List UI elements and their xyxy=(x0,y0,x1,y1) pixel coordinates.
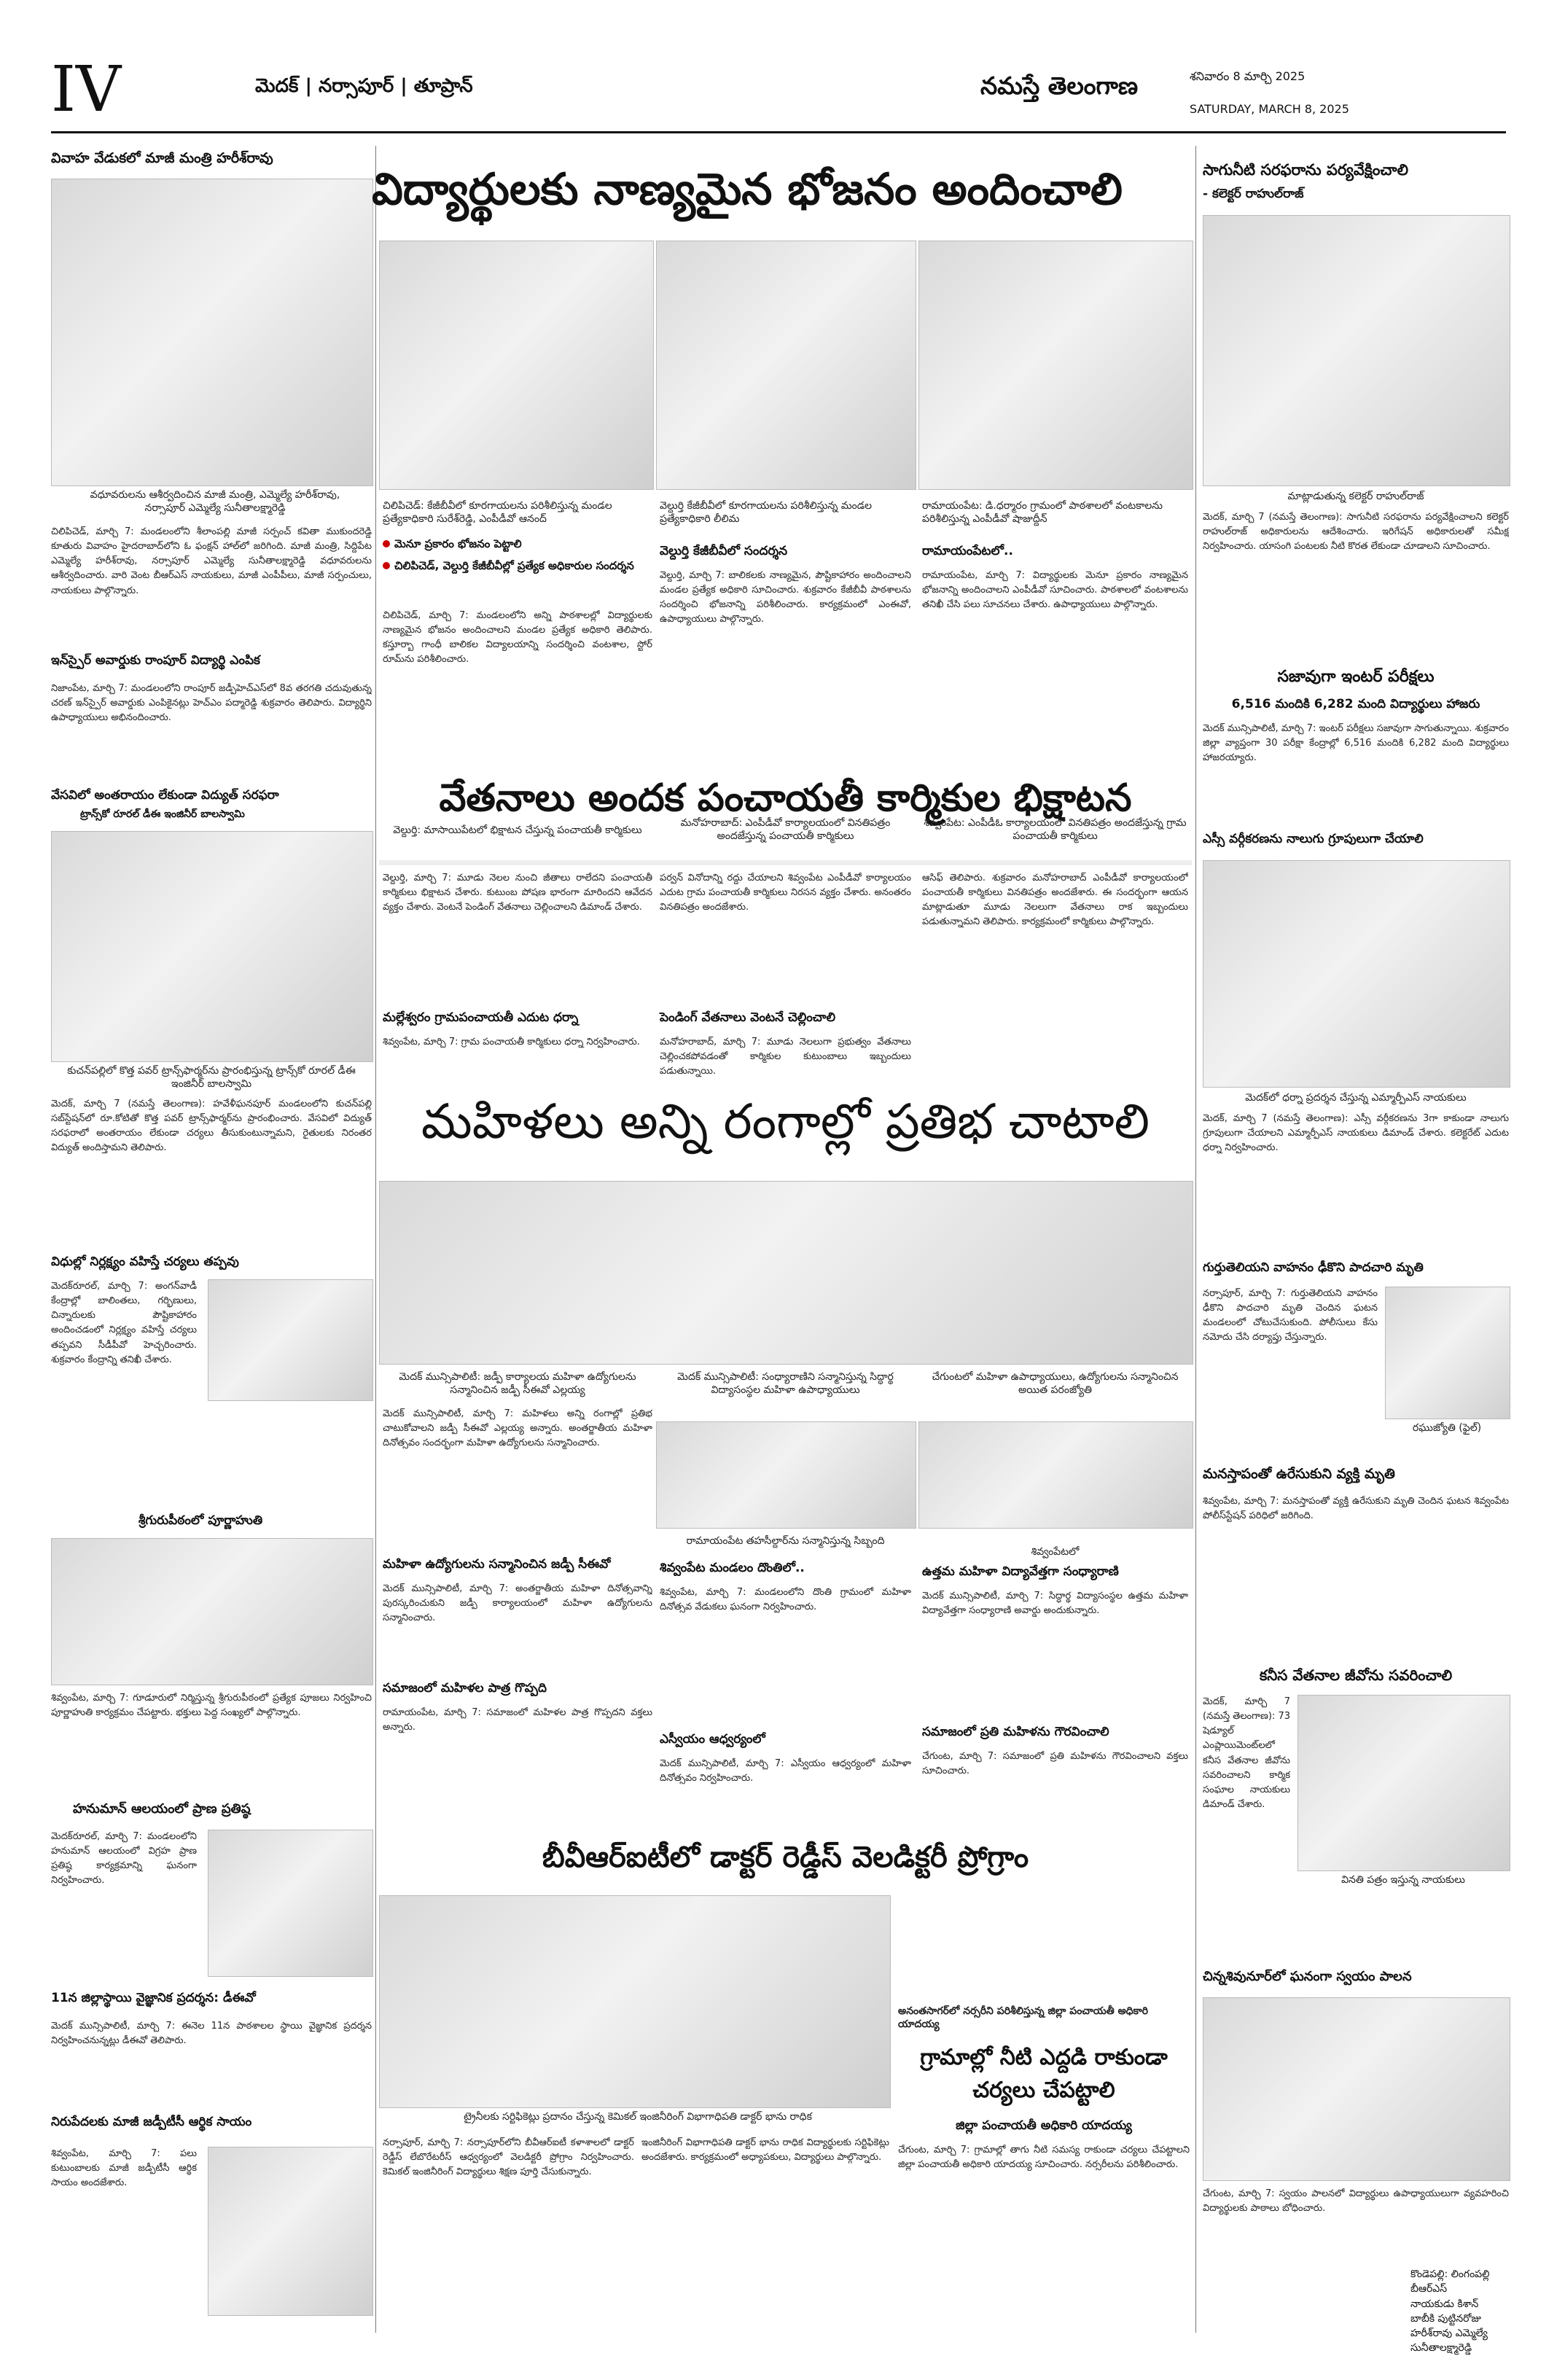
left-caption-2: కుచన్‌పల్లిలో కొత్త పవర్ ట్రాన్స్‌ఫార్మర్‌ను ప్రారంభిస్తున్న ట్రాన్స్‌కో రూరల్ డీఈ ఇంజినీర్ బాలస్వామి xyxy=(67,1065,356,1090)
headline-1: విద్యార్థులకు నాణ్యమైన భోజనం అందించాలి xyxy=(372,164,1123,215)
right-body-3: మెదక్, మార్చి 7 (నమస్తే తెలంగాణ): ఎస్సీ వర్గీకరణను 3గా కాకుండా నాలుగు గ్రూపులుగా చేయాలని ఎమ్మార్పీఎస్ నాయకులు డిమాండ్ చేశారు. కలెక్టరేట్ ఎదుట ధర్నా నిర్వహించారు. xyxy=(1203,1113,1509,1154)
right-headline-7: చిన్నశివునూర్‌లో ఘనంగా స్వయం పాలన xyxy=(1203,1969,1412,1984)
mrps-photo xyxy=(1203,860,1510,1088)
right-caption-2: మెదక్‌లో ధర్నా ప్రదర్శన చేస్తున్న ఎమ్మార్పీఎస్ నాయకులు xyxy=(1245,1092,1467,1104)
center-c-head-2: శివ్వంపేట మండలం దొంతిలో.. xyxy=(660,1561,805,1575)
right-headline-1: సాగునీటి సరఫరాను పర్యవేక్షించాలి xyxy=(1203,161,1408,179)
right-headline-3: ఎస్సీ వర్గీకరణను నాలుగు గ్రూపులుగా చేయాలి xyxy=(1203,832,1424,846)
center-b-cap-3: శివ్వంపేట: ఎంపీడీఓ కార్యాలయంలో వినతిపత్రం అందజేస్తున్న గ్రామ పంచాయతీ కార్మికులు xyxy=(924,817,1187,843)
bullet-2-text: చిలిపిచెడ్, వెల్దుర్తి కేజీబీవీల్లో ప్రత్యేక అధికారుల సందర్శన xyxy=(394,559,634,572)
center-b-cap-2: మనోహరాబాద్: ఎంపీడీవో కార్యాలయంలో వినతిపత్రం అందజేస్తున్న పంచాయతీ కార్మికులు xyxy=(680,817,891,843)
center-b-band xyxy=(379,860,1192,865)
left-body-5: శివ్వంపేట, మార్చి 7: గూడూరులో నిర్మిస్తున్న శ్రీగురుపీఠంలో ప్రత్యేక పూజలు నిర్వహించి పూర్ణాహుతి కార్యక్రమం చేపట్టారు. భక్తులు పెద్ద సంఖ్యలో పాల్గొన్నారు. xyxy=(51,1693,372,1719)
right-headline-5: మనస్తాపంతో ఉరేసుకుని వ్యక్తి మృతి xyxy=(1203,1466,1395,1482)
right-subhead-1: - కలెక్టర్ రాహుల్‌రాజ్ xyxy=(1203,187,1304,201)
left-body-3: మెదక్, మార్చి 7 (నమస్తే తెలంగాణ): హవేళీఘనపూర్ మండలంలోని కుచన్‌పల్లి సబ్‌స్టేషన్‌లో రూ.కోటితో కొత్త పవర్ ట్రాన్స్‌ఫార్మర్‌ను ప్రారంభించారు. వేసవిలో విద్యుత్ సరఫరాలో అంతరాయం లేకుండా చర్యలు తీసుకుంటున్నామని, రైతులకు నిరంతర విద్యుత్ అందిస్తామని తెలిపారు. xyxy=(51,1099,372,1154)
center-c-body-1: మెదక్ మున్సిపాలిటీ, మార్చి 7: మహిళలు అన్ని రంగాల్లో ప్రతిభ చాటుకోవాలని జడ్పీ సీఈవో ఎల్లయ్య అన్నారు. అంతర్జాతీయ మహిళా దినోత్సవం సందర్భంగా మహిళా ఉద్యోగులను సన్మానించారు. xyxy=(383,1408,652,1449)
column-rule-left xyxy=(375,146,376,2333)
left-headline-d: శ్రీగురుపీఠంలో పూర్ణాహుతి xyxy=(138,1513,263,1528)
center-b-cap-1: వెల్దుర్తి: మాసాయిపేటలో భిక్షాటన చేస్తున్న పంచాయతీ కార్మికులు xyxy=(393,824,642,836)
kgbv-photo-3 xyxy=(918,241,1193,490)
center-b-body-2b: మనోహరాబాద్, మార్చి 7: మూడు నెలలుగా ప్రభుత్వం వేతనాలు చెల్లించకపోవడంతో కార్మికుల కుటుంబాలు ఇబ్బందులు పడుతున్నాయి. xyxy=(660,1037,911,1077)
right-headline-2: సజావుగా ఇంటర్ పరీక్షలు xyxy=(1277,668,1435,686)
center-d-subhead: జిల్లా పంచాయతీ అధికారి యాదయ్య xyxy=(956,2118,1132,2133)
left-top-headline: వివాహ వేడుకలో మాజీ మంత్రి హరీశ్‌రావు xyxy=(51,150,273,166)
credit-line: నాయకుడు కిశాన్ xyxy=(1410,2298,1479,2310)
center-c-head-3: ఉత్తమ మహిళా విద్యావేత్తగా సంధ్యారాణి xyxy=(922,1564,1119,1579)
right-caption-4: వినతి పత్రం ఇస్తున్న నాయకులు xyxy=(1341,1874,1465,1886)
center-d-kicker: అనంతసాగర్‌లో నర్సరీని పరిశీలిస్తున్న జిల్లా పంచాయతీ అధికారి యాదయ్య xyxy=(898,2005,1149,2031)
date-telugu: శనివారం 8 మార్చి 2025 xyxy=(1190,69,1306,83)
birthday-credits xyxy=(1410,2267,1509,2356)
left-body-6: మెదక్‌రూరల్, మార్చి 7: మండలంలోని హనుమాన్ ఆలయంలో విగ్రహ ప్రాణ ప్రతిష్ఠ కార్యక్రమాన్ని ఘనంగా నిర్వహించారు. xyxy=(51,1831,197,1887)
left-body-1: చిలిపిచెడ్, మార్చి 7: మండలంలోని శీలాంపల్లి మాజీ సర్పంచ్ కవితా ముకుందరెడ్డి కూతురు వివాహం హైదరాబాద్‌లోని ఓ ఫంక్షన్ హాల్‌లో జరిగింది. మాజీ మంత్రి, సిద్దిపేట ఎమ్మెల్యే హరీశ్‌రావు, నర్సాపూర్ ఎమ్మెల్యే సునీతాలక్ష్మారెడ్డి వధూవరులను ఆశీర్వదించారు. వారి వెంట బీఆర్ఎస్ నాయకులు, మాజీ ఎంపీపీలు, మాజీ సర్పంచులు, నాయకులు పాల్గొన్నారు. xyxy=(51,526,372,596)
center-c-cap-3b: శివ్వంపేటలో xyxy=(1031,1546,1080,1558)
center-a-cap-3: రామాయంపేట: డి.ధర్మారం గ్రామంలో పాఠశాలలో వంటకాలను పరిశీలిస్తున్న ఎంపీడీవో షాజుద్దీన్ xyxy=(922,500,1163,526)
bullet-1 xyxy=(383,536,652,553)
left-body-4: మెదక్‌రూరల్, మార్చి 7: అంగన్‌వాడీ కేంద్రాల్లో బాలింతలు, గర్భిణులు, చిన్నారులకు పౌష్టికాహారం అందించడంలో నిర్లక్ష్యం వహిస్తే చర్యలు తప్పవని సీడీపీవో హెచ్చరించారు. శుక్రవారం కేంద్రాన్ని తనిఖీ చేశారు. xyxy=(51,1281,197,1365)
edition-label: మెదక్ | నర్సాపూర్ | తూప్రాన్ xyxy=(255,75,473,97)
center-c-body-1b: మెదక్ మున్సిపాలిటీ, మార్చి 7: అంతర్జాతీయ మహిళా దినోత్సవాన్ని పురస్కరించుకుని జడ్పీ కార్యాలయంలో మహిళా ఉద్యోగులను సన్మానించారు. xyxy=(383,1583,652,1624)
left-headline-b: వేసవిలో అంతరాయం లేకుండా విద్యుత్ సరఫరా xyxy=(51,788,279,803)
transformer-photo xyxy=(51,831,373,1062)
headline-2: వేతనాలు అందక పంచాయతీ కార్మికుల భిక్షాటన xyxy=(439,776,1132,820)
left-caption-1: వధూవరులను ఆశీర్వదించిన మాజీ మంత్రి, ఎమ్మెల్యే హరీశ్‌రావు, నర్సాపూర్ ఎమ్మెల్యే సునీతాలక్ష్మారెడ్డి xyxy=(90,489,340,515)
center-c-head-1: మహిళా ఉద్యోగులను సన్మానించిన జడ్పీ సీఈవో xyxy=(383,1557,611,1572)
bullet-2 xyxy=(383,558,652,574)
center-d-lead-cap: ట్రైనీలకు సర్టిఫికెట్లు ప్రదానం చేస్తున్న కెమికల్ ఇంజినీరింగ్ విభాగాధిపతి డాక్టర్ భాను రాధిక xyxy=(464,2111,812,2123)
center-d-body-3: చేగుంట, మార్చి 7: గ్రామాల్లో తాగు నీటి సమస్య రాకుండా చర్యలు చేపట్టాలని జిల్లా పంచాయతీ అధికారి యాదయ్య సూచించారు. నర్సరీలను పరిశీలించారు. xyxy=(898,2145,1190,2171)
center-b-body-2: పర్వన్ వినోదాన్ని రద్దు చేయాలని శివ్వంపేట ఎంపీడీవో కార్యాలయం ఎదుట గ్రామ పంచాయతీ కార్మికులు నిరసన వ్యక్తం చేశారు. అనంతరం వినతిపత్రం అందజేశారు. xyxy=(660,873,911,913)
bullet-dot-icon xyxy=(383,540,390,547)
center-d-body-1: నర్సాపూర్, మార్చి 7: నర్సాపూర్‌లోని బీవీఆర్ఐటీ కళాశాలలో డాక్టర్ రెడ్డీస్ లేబొరేటరీస్ ఆధ్వర్యంలో వెలడిక్టరీ ప్రోగ్రాం నిర్వహించారు. కెమికల్ ఇంజినీరింగ్ విద్యార్థులు శిక్షణ పూర్తి చేసుకున్నారు. xyxy=(383,2137,634,2178)
left-body-7: మెదక్ మున్సిపాలిటీ, మార్చి 7: ఈనెల 11న పాఠశాలల స్థాయి వైజ్ఞానిక ప్రదర్శన నిర్వహించనున్నట్లు డీఈవో తెలిపారు. xyxy=(51,2021,372,2047)
center-b-head-1: మల్లేశ్వరం గ్రామపంచాయతీ ఎదుట ధర్నా xyxy=(383,1010,579,1025)
date-english: SATURDAY, MARCH 8, 2025 xyxy=(1190,102,1349,116)
center-a-cap-1: చిలిపిచెడ్: కేజీబీవీలో కూరగాయలను పరిశీలిస్తున్న మండల ప్రత్యేకాధికారి సురేశ్‌రెడ్డి, ఎంపీడీవో ఆనంద్ xyxy=(383,500,612,526)
right-body-1: మెదక్, మార్చి 7 (నమస్తే తెలంగాణ): సాగునీటి సరఫరాను పర్యవేక్షించాలని కలెక్టర్ రాహుల్‌రాజ్ అధికారులను ఆదేశించారు. ఇరిగేషన్ అధికారులతో సమీక్ష నిర్వహించారు. యాసంగి పంటలకు నీటి కొరత లేకుండా చూడాలని సూచించారు. xyxy=(1203,512,1509,553)
left-headline-a: ఇన్‌స్పైర్ అవార్డుకు రాంపూర్ విద్యార్థి ఎంపిక xyxy=(51,653,260,668)
temple-photo xyxy=(208,1830,373,1977)
right-caption-3: రఘుజ్యోతి (ఫైల్) xyxy=(1412,1422,1482,1434)
credit-line: బాబీకి పుట్టినరోజు xyxy=(1410,2312,1481,2325)
credit-line: కొండెపల్లి: లింగంపల్లి xyxy=(1410,2268,1490,2280)
gurupeetham-photo xyxy=(51,1538,373,1685)
kgbv-photo-1 xyxy=(379,241,654,490)
right-caption-1: మాట్లాడుతున్న కలెక్టర్ రాహుల్‌రాజ్ xyxy=(1287,491,1424,502)
left-headline-g: నిరుపేదలకు మాజీ జడ్పీటీసీ ఆర్థిక సాయం xyxy=(51,2115,252,2129)
headline-3: మహిళలు అన్ని రంగాల్లో ప్రతిభ చాటాలి xyxy=(421,1093,1150,1150)
center-c-head-1b: సమాజంలో మహిళల పాత్ర గొప్పది xyxy=(383,1681,547,1696)
center-d-headline: గ్రామాల్లో నీటి ఎద్దడి రాకుండా చర్యలు చేపట్టాలి xyxy=(920,2045,1168,2103)
school-photo xyxy=(1203,1997,1510,2181)
credit-line: బీఆర్ఎస్ xyxy=(1410,2283,1448,2295)
center-b-body-1b: శివ్వంపేట, మార్చి 7: గ్రామ పంచాయతీ కార్మికులు ధర్నా నిర్వహించారు. xyxy=(383,1037,640,1047)
anganwadi-photo xyxy=(208,1279,373,1401)
left-body-2: నిజాంపేట, మార్చి 7: మండలంలోని రాంపూర్ జడ్పీహెచ్‌ఎస్‌లో 8వ తరగతి చదువుతున్న చరణ్ ఇన్‌స్పైర్ అవార్డుకు ఎంపికైనట్లు హెచ్‌ఎం పద్మారెడ్డి శుక్రవారం తెలిపారు. విద్యార్థిని ఉపాధ్యాయులు అభినందించారు. xyxy=(51,683,372,724)
center-c-body-3: మెదక్ మున్సిపాలిటీ, మార్చి 7: సిద్ధార్థ విద్యాసంస్థల ఉత్తమ మహిళా విద్యావేత్తగా సంధ్యారాణి అవార్డు అందుకున్నారు. xyxy=(922,1591,1188,1617)
collector-photo xyxy=(1203,215,1510,486)
center-a-body-2: వెల్దుర్తి, మార్చి 7: బాలికలకు నాణ్యమైన, పౌష్టికాహారం అందించాలని మండల ప్రత్యేక అధికారి సూచించారు. శుక్రవారం కేజీబీవీ పాఠశాలను సందర్శించి భోజనాన్ని పరిశీలించారు. కార్యక్రమంలో ఎంఈవో, ఉపాధ్యాయులు పాల్గొన్నారు. xyxy=(660,570,911,625)
center-b-body-3: ఆసిఫ్ తెలిపారు. శుక్రవారం మనోహరాబాద్ ఎంపీడీవో కార్యాలయంలో పంచాయతీ కార్మికులు వినతిపత్రం అందజేశారు. ఈ సందర్భంగా ఆయన మాట్లాడుతూ మూడు నెలలుగా వేతనాలు రాక ఇబ్బందులు పడుతున్నామని తెలిపారు. కార్యక్రమంలో కార్మికులు పాల్గొన్నారు. xyxy=(922,873,1188,928)
bullet-dot-icon xyxy=(383,562,390,569)
right-body-5: శివ్వంపేట, మార్చి 7: మనస్తాపంతో వ్యక్తి ఉరేసుకుని మృతి చెందిన ఘటన శివ్వంపేట పోలీస్‌స్టేషన్ పరిధిలో జరిగింది. xyxy=(1203,1496,1509,1522)
header-rule xyxy=(51,131,1506,133)
center-b-head-2: పెండింగ్ వేతనాలు వెంటనే చెల్లించాలి xyxy=(660,1010,836,1025)
credit-line: హరీశ్‌రావు ఎమ్మెల్యే xyxy=(1410,2328,1488,2340)
left-headline-e: హనుమాన్ ఆలయంలో ప్రాణ ప్రతిష్ఠ xyxy=(73,1801,251,1817)
felicitation-photo-3 xyxy=(918,1421,1193,1529)
headline-4: బీవీఆర్ఐటీలో డాక్టర్ రెడ్డీస్ వెలడిక్టరీ ప్రోగ్రాం xyxy=(542,1841,1029,1874)
left-headline-f: 11న జిల్లాస్థాయి వైజ్ఞానిక ప్రదర్శన: డీఈవో xyxy=(51,1991,256,2005)
center-c-cap-2b: రామాయంపేట తహసీల్దార్‌ను సన్మానిస్తున్న సిబ్బంది xyxy=(686,1535,885,1547)
center-c-body-2: శివ్వంపేట, మార్చి 7: మండలంలోని దొంతి గ్రామంలో మహిళా దినోత్సవ వేడుకలు ఘనంగా నిర్వహించారు. xyxy=(660,1587,911,1613)
center-a-head-2: వెల్దుర్తి కేజీబీవీలో సందర్శన xyxy=(660,544,788,558)
center-c-head-3b: సమాజంలో ప్రతి మహిళను గౌరవించాలి xyxy=(922,1725,1109,1739)
womens-day-photo-row xyxy=(379,1181,1193,1365)
column-rule-right xyxy=(1195,146,1196,2333)
petition-photo xyxy=(1298,1695,1510,1871)
right-headline-4: గుర్తుతెలియని వాహనం ఢీకొని పాదచారి మృతి xyxy=(1203,1260,1424,1275)
wedding-photo xyxy=(51,179,373,486)
bvrit-photo xyxy=(379,1895,891,2108)
right-subhead-2: 6,516 మందికి 6,282 మంది విద్యార్థులు హాజరు xyxy=(1231,697,1480,711)
center-a-body-1: చిలిపిచెడ్, మార్చి 7: మండలంలోని అన్ని పాఠశాలల్లో విద్యార్థులకు నాణ్యమైన భోజనం అందించాలని మండల ప్రత్యేక అధికారి తెలిపారు. కస్తూర్బా గాంధీ బాలికల విద్యాలయాన్ని సందర్శించి వంటశాల, స్టోర్ రూమ్‌ను పరిశీలించారు. xyxy=(383,610,652,666)
center-a-body-3: రామాయంపేట, మార్చి 7: విద్యార్థులకు మెనూ ప్రకారం నాణ్యమైన భోజనాన్ని అందించాలని ఎంపీడీవో సూచించారు. పాఠశాలలో వంటశాలను తనిఖీ చేసి పలు సూచనలు చేశారు. ఉపాధ్యాయులు పాల్గొన్నారు. xyxy=(922,570,1188,611)
center-c-cap-2: మెదక్ మున్సిపాలిటీ: సంధ్యారాణిని సన్మానిస్తున్న సిద్ధార్థ విద్యాసంస్థల మహిళా ఉపాధ్యాయులు xyxy=(677,1371,894,1397)
center-c-head-2b: ఎస్వీయం ఆధ్వర్యంలో xyxy=(660,1732,765,1747)
credit-line: సునీతాలక్ష్మారెడ్డి xyxy=(1410,2342,1472,2354)
left-body-8: శివ్వంపేట, మార్చి 7: పలు కుటుంబాలకు మాజీ జడ్పీటీసీ ఆర్థిక సాయం అందజేశారు. xyxy=(51,2148,197,2189)
center-a-cap-2: వెల్దుర్తి కేజీబీవీలో కూరగాయలను పరిశీలిస్తున్న మండల ప్రత్యేకాధికారి లీలిమ xyxy=(660,500,873,526)
right-body-6: మెదక్, మార్చి 7 (నమస్తే తెలంగాణ): 73 షెడ్యూల్ ఎంప్లాయిమెంట్‌లలో కనీస వేతనాల జీవోను సవరించాలని కార్మిక సంఘాల నాయకులు డిమాండ్ చేశారు. xyxy=(1203,1696,1290,1810)
center-c-body-1c: రామాయంపేట, మార్చి 7: సమాజంలో మహిళల పాత్ర గొప్పదని వక్తలు అన్నారు. xyxy=(383,1707,652,1733)
page-number: IV xyxy=(51,53,122,126)
right-body-2: మెదక్ మున్సిపాలిటీ, మార్చి 7: ఇంటర్ పరీక్షలు సజావుగా సాగుతున్నాయి. శుక్రవారం జిల్లా వ్యాప్తంగా 30 పరీక్షా కేంద్రాల్లో 6,516 మందికి 6,282 మంది విద్యార్థులు హాజరయ్యారు. xyxy=(1203,723,1509,764)
right-headline-6: కనీస వేతనాల జీవోను సవరించాలి xyxy=(1259,1666,1453,1684)
bullet-1-text: మెనూ ప్రకారం భోజనం పెట్టాలి xyxy=(394,537,522,550)
center-d-body-2: ఇంజినీరింగ్ విభాగాధిపతి డాక్టర్ భాను రాధిక విద్యార్థులకు సర్టిఫికెట్లు అందజేశారు. కార్యక్రమంలో అధ్యాపకులు, విద్యార్థులు పాల్గొన్నారు. xyxy=(641,2137,889,2164)
kgbv-photo-2 xyxy=(656,241,916,490)
felicitation-photo-2 xyxy=(656,1421,916,1529)
center-c-body-3b: చేగుంట, మార్చి 7: సమాజంలో ప్రతి మహిళను గౌరవించాలని వక్తలు సూచించారు. xyxy=(922,1751,1188,1777)
right-body-7: చేగుంట, మార్చి 7: స్వయం పాలనలో విద్యార్థులు ఉపాధ్యాయులుగా వ్యవహరించి విద్యార్థులకు పాఠాలు బోధించారు. xyxy=(1203,2188,1509,2215)
left-subhead-b: ట్రాన్స్‌కో రూరల్ డీఈ ఇంజినీర్ బాలస్వామి xyxy=(80,808,245,820)
center-a-head-3: రామాయంపేటలో.. xyxy=(922,544,1013,558)
center-c-body-2b: మెదక్ మున్సిపాలిటీ, మార్చి 7: ఎస్వీయం ఆధ్వర్యంలో మహిళా దినోత్సవం నిర్వహించారు. xyxy=(660,1758,911,1784)
masthead-logo: నమస్తే తెలంగాణ xyxy=(980,71,1139,100)
center-b-body-1: వెల్దుర్తి, మార్చి 7: మూడు నెలల నుంచి జీతాలు రాలేదని పంచాయతీ కార్మికులు భిక్షాటన చేశారు. కుటుంబ పోషణ భారంగా మారిందని ఆవేదన వ్యక్తం చేశారు. వెంటనే పెండింగ్ వేతనాలు చెల్లించాలని డిమాండ్ చేశారు. xyxy=(383,873,652,913)
center-c-cap-1: మెదక్ మున్సిపాలిటీ: జడ్పీ కార్యాలయ మహిళా ఉద్యోగులను సన్మానించిన జడ్పీ సీఈవో ఎల్లయ్య xyxy=(399,1371,636,1397)
right-body-4: నర్సాపూర్, మార్చి 7: గుర్తుతెలియని వాహనం ఢీకొని పాదచారి మృతి చెందిన ఘటన మండలంలో చోటుచేసుకుంది. పోలీసులు కేసు నమోదు చేసి దర్యాప్తు చేస్తున్నారు. xyxy=(1203,1288,1378,1343)
center-c-cap-3: చేగుంటలో మహిళా ఉపాధ్యాయులు, ఉద్యోగులను సన్మానించిన అయిత పరంజ్యోతి xyxy=(932,1371,1179,1397)
victim-photo xyxy=(1385,1287,1510,1419)
aid-photo xyxy=(208,2147,373,2316)
left-headline-c: విధుల్లో నిర్లక్ష్యం వహిస్తే చర్యలు తప్పవు xyxy=(51,1255,239,1269)
